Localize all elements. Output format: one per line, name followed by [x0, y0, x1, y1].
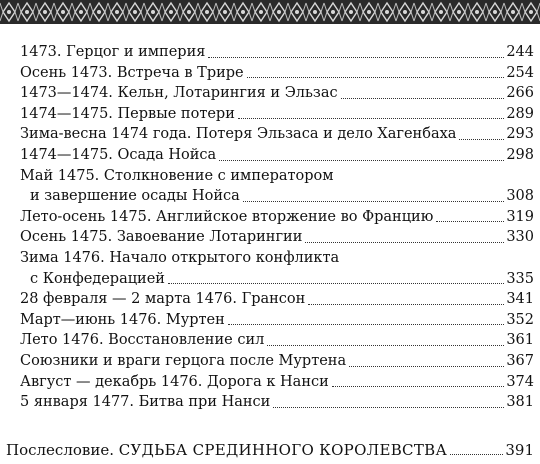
dot-leader [243, 201, 505, 202]
toc-entry-title: 28 февраля — 2 марта 1476. Грансон [20, 291, 306, 308]
dot-leader [341, 98, 505, 99]
toc-entry-page: 361 [506, 332, 534, 349]
toc-entry-page: 374 [506, 373, 534, 390]
toc-entry[interactable] [20, 310, 534, 331]
epilogue-page: 391 [505, 441, 534, 459]
dot-leader [450, 454, 503, 455]
toc-entry[interactable] [20, 330, 534, 351]
toc-entry-page: 367 [506, 352, 534, 369]
toc-entry-title-line1: Май 1475. Столкновение с императором [20, 167, 334, 184]
toc-entry [20, 269, 534, 290]
dot-leader [308, 304, 504, 305]
toc-entry-title: Март—июнь 1476. Муртен [20, 311, 225, 328]
toc-entry[interactable] [20, 392, 534, 413]
table-of-contents [20, 42, 534, 413]
toc-entry[interactable] [20, 372, 534, 393]
toc-entry-title: Союзники и враги герцога после Муртена [20, 352, 347, 369]
toc-entry-title: 1473. Герцог и империя [20, 44, 206, 60]
toc-entry-title: Лето 1476. Восстановление сил [20, 332, 265, 349]
toc-entry-title: и завершение осады Нойса [30, 188, 240, 205]
toc-entry-title: 5 января 1477. Битва при Нанси [20, 394, 271, 411]
toc-entry-page: 319 [506, 208, 534, 225]
toc-entry-page: 289 [506, 105, 534, 122]
toc-entry [20, 186, 534, 207]
toc-entry[interactable] [20, 145, 534, 166]
toc-entry-title: Лето-осень 1475. Английское вторжение во Францию [20, 208, 434, 225]
toc-entry-multiline[interactable] [20, 248, 534, 289]
toc-entry-page: 308 [506, 188, 534, 205]
dot-leader [332, 386, 505, 387]
dot-leader [349, 366, 504, 367]
dot-leader [238, 118, 504, 119]
epilogue-title: СУДЬБА СРЕДИННОГО КОРОЛЕВСТВА [118, 441, 448, 459]
toc-entry-title: 1474—1475. Осада Нойса [20, 146, 217, 163]
toc-epilogue-entry[interactable] [6, 440, 534, 460]
toc-entry-title: Осень 1473. Встреча в Трире [20, 64, 244, 81]
dot-leader [459, 139, 504, 140]
toc-entry[interactable] [20, 289, 534, 310]
epilogue-prefix: Послесловие. [6, 441, 114, 459]
toc-entry-page: 254 [506, 64, 534, 81]
toc-entry-title: Август — декабрь 1476. Дорога к Нанси [20, 373, 329, 390]
dot-leader [436, 221, 504, 222]
dot-leader [219, 160, 504, 161]
dot-leader [168, 283, 504, 284]
toc-entry-page: 335 [506, 270, 534, 287]
toc-entry[interactable] [20, 351, 534, 372]
dot-leader [305, 242, 504, 243]
toc-entry-multiline[interactable] [20, 166, 534, 207]
toc-entry-page: 293 [506, 126, 534, 143]
dot-leader [267, 345, 504, 346]
toc-entry-title: 1474—1475. Первые потери [20, 105, 235, 122]
toc-entry[interactable] [20, 63, 534, 84]
toc-entry[interactable] [20, 104, 534, 125]
toc-entry-page: 330 [506, 229, 534, 246]
toc-entry-title: Осень 1475. Завоевание Лотарингии [20, 229, 303, 246]
dot-leader [228, 324, 505, 325]
dot-leader [208, 57, 504, 58]
toc-entry-page: 341 [506, 291, 534, 308]
toc-entry-page: 352 [506, 311, 534, 328]
toc-entry[interactable] [20, 83, 534, 104]
toc-entry[interactable] [20, 227, 534, 248]
toc-entry[interactable] [20, 207, 534, 228]
toc-entry[interactable] [20, 42, 534, 63]
toc-entry-page: 381 [506, 394, 534, 411]
dot-leader [247, 77, 505, 78]
toc-entry-page: 266 [506, 85, 534, 102]
toc-entry-title: 1473—1474. Кельн, Лотарингия и Эльзас [20, 85, 338, 102]
toc-entry-page: 244 [506, 44, 534, 60]
toc-entry-title-line1: Зима 1476. Начало открытого конфликта [20, 249, 340, 266]
toc-entry-title: с Конфедерацией [30, 270, 165, 287]
toc-entry[interactable] [20, 124, 534, 145]
decorative-border-top [0, 0, 540, 24]
dot-leader [273, 407, 504, 408]
toc-entry-page: 298 [506, 146, 534, 163]
toc-entry-title: Зима-весна 1474 года. Потеря Эльзаса и дело Хагенбаха [20, 126, 457, 143]
